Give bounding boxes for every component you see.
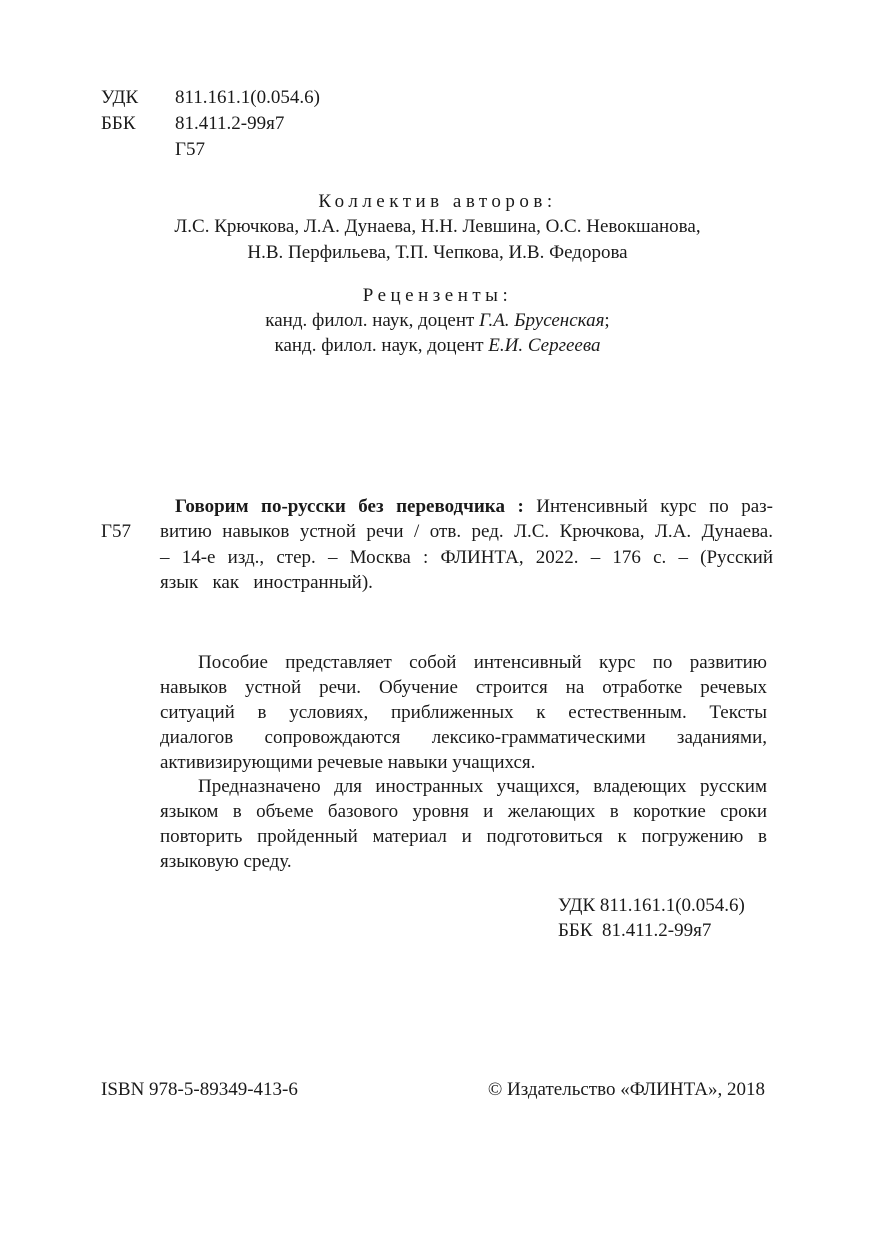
bibliographic-line-4: язык как иностранный). <box>160 572 373 593</box>
reviewer-1-position: канд. филол. наук, доцент <box>265 310 475 331</box>
authors-heading: Коллектив авторов: <box>318 191 557 212</box>
reviewer-2-name: Е.И. Сергеева <box>488 335 601 356</box>
annotation-p1-line: ситуаций в условиях, приближенных к естественным. Тексты <box>160 702 767 723</box>
book-title: Говорим по-русски без переводчика : <box>175 496 524 517</box>
bbk-label: ББК <box>101 113 136 134</box>
annotation-p1-line: активизирующими речевые навыки учащихся. <box>160 752 536 773</box>
annotation-p2-line: языковую среду. <box>160 851 292 872</box>
annotation-p1-line: Пособие представляет собой интенсивный курс по развитию <box>198 652 767 673</box>
annotation-p1-line: диалогов сопровождаются лексико-грамматическими заданиями, <box>160 727 767 748</box>
reviewer-1 <box>0 308 875 333</box>
reviewer-2-position: канд. филол. наук, доцент <box>274 335 484 356</box>
annotation-p2-line: языком в объеме базового уровня и желающих в короткие сроки <box>160 801 767 822</box>
annotation-p1-line: навыков устной речи. Обучение строится на отработке речевых <box>160 677 767 698</box>
copyright: © Издательство «ФЛИНТА», 2018 <box>487 1079 765 1100</box>
author-mark: Г57 <box>175 139 205 160</box>
reviewer-2 <box>0 333 875 358</box>
isbn: ISBN 978-5-89349-413-6 <box>101 1079 298 1100</box>
bibliographic-mark: Г57 <box>101 521 131 542</box>
bibliographic-line-2: витию навыков устной речи / отв. ред. Л.С. Крючкова, Л.А. Дунаева. <box>160 521 773 542</box>
bibliographic-line-1 <box>175 494 773 519</box>
reviewers-heading: Рецензенты: <box>362 285 513 306</box>
annotation-p2-line: повторить пройденный материал и подготовиться к погружению в <box>160 826 767 847</box>
authors-line-2: Н.В. Перфильева, Т.П. Чепкова, И.В. Федорова <box>247 242 628 263</box>
bibliographic-line-3: – 14-е изд., стер. – Москва : ФЛИНТА, 2022. – 176 с. – (Русский <box>160 547 773 568</box>
bibliographic-line-1-rest: Интенсивный курс по раз- <box>536 496 774 517</box>
udk-code: УДК 811.161.1(0.054.6) <box>558 895 745 916</box>
udk-value: 811.161.1(0.054.6) <box>175 87 320 108</box>
bbk-value: 81.411.2-99я7 <box>175 113 285 134</box>
bbk-code: ББК 81.411.2-99я7 <box>558 920 712 941</box>
reviewer-1-suffix: ; <box>604 310 610 331</box>
reviewer-1-name: Г.А. Брусенская <box>479 310 605 331</box>
udk-label: УДК <box>101 87 139 108</box>
authors-line-1: Л.С. Крючкова, Л.А. Дунаева, Н.Н. Левшина, О.С. Невокшанова, <box>174 216 701 237</box>
annotation-p2-line: Предназначено для иностранных учащихся, владеющих русским <box>198 776 767 797</box>
